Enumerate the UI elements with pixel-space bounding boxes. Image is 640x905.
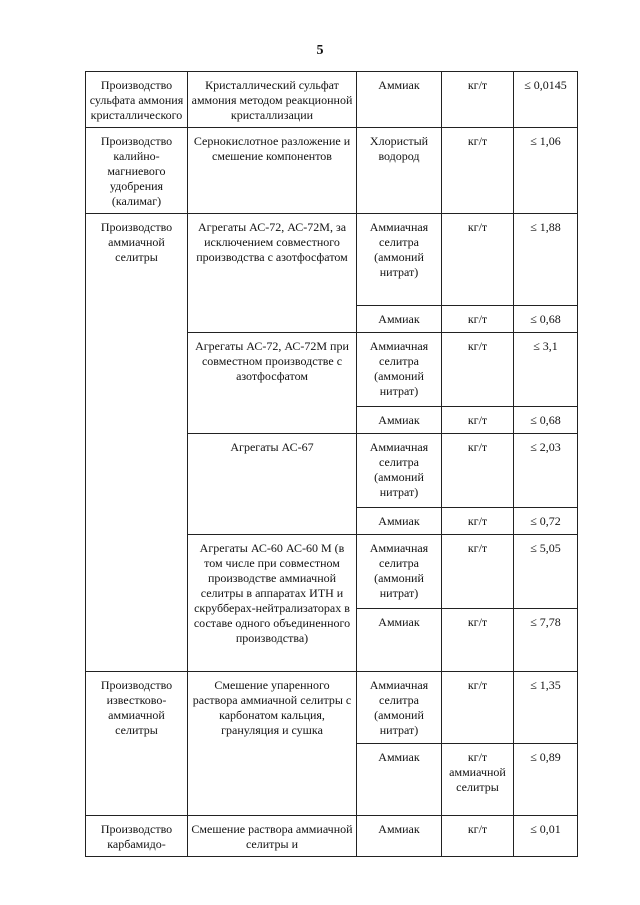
limit-cell: ≤ 7,78	[514, 609, 578, 672]
production-cell: Производство карбамидо-	[86, 816, 188, 857]
unit-cell: кг/т	[442, 72, 514, 128]
process-cell: Смешение упаренного раствора аммиачной селитры с карбонатом кальция, грануляция и сушка	[188, 672, 357, 816]
unit-cell: кг/т	[442, 434, 514, 508]
limit-cell: ≤ 0,89	[514, 744, 578, 816]
substance-cell: Аммиачная селитра (аммоний нитрат)	[357, 434, 442, 508]
limit-cell: ≤ 3,1	[514, 333, 578, 407]
unit-cell: кг/т	[442, 128, 514, 214]
process-cell: Агрегаты АС-60 АС-60 М (в том числе при совместном производстве аммиачной селитры в аппаратах ИТН и скрубберах-нейтрализаторах в составе одного объединенного производства)	[188, 535, 357, 672]
limit-cell: ≤ 2,03	[514, 434, 578, 508]
substance-cell: Аммиак	[357, 407, 442, 434]
unit-cell: кг/т	[442, 508, 514, 535]
process-cell: Кристаллический сульфат аммония методом реакционной кристаллизации	[188, 72, 357, 128]
unit-cell: кг/т	[442, 407, 514, 434]
process-cell: Сернокислотное разложение и смешение компонентов	[188, 128, 357, 214]
process-cell: Агрегаты АС-72, АС-72М, за исключением совместного производства с азотфосфатом	[188, 214, 357, 333]
emission-limits-table	[85, 71, 578, 857]
substance-cell: Аммиачная селитра (аммоний нитрат)	[357, 672, 442, 744]
table-row	[86, 672, 578, 744]
production-cell: Производство сульфата аммония кристаллического	[86, 72, 188, 128]
table-row	[86, 816, 578, 857]
substance-cell: Аммиак	[357, 816, 442, 857]
substance-cell: Хлористый водород	[357, 128, 442, 214]
limit-cell: ≤ 0,68	[514, 407, 578, 434]
process-cell: Агрегаты АС-67	[188, 434, 357, 535]
unit-cell: кг/т	[442, 306, 514, 333]
production-cell: Производство калийно-магниевого удобрения (калимаг)	[86, 128, 188, 214]
unit-cell: кг/т	[442, 535, 514, 609]
substance-cell: Аммиак	[357, 72, 442, 128]
substance-cell: Аммиачная селитра (аммоний нитрат)	[357, 214, 442, 306]
limit-cell: ≤ 1,35	[514, 672, 578, 744]
limit-cell: ≤ 0,0145	[514, 72, 578, 128]
unit-cell: кг/т	[442, 672, 514, 744]
limit-cell: ≤ 5,05	[514, 535, 578, 609]
table-row	[86, 214, 578, 306]
unit-cell: кг/т аммиачной селитры	[442, 744, 514, 816]
limit-cell: ≤ 0,72	[514, 508, 578, 535]
limit-cell: ≤ 0,68	[514, 306, 578, 333]
process-cell: Смешение раствора аммиачной селитры и	[188, 816, 357, 857]
unit-cell: кг/т	[442, 333, 514, 407]
limit-cell: ≤ 1,06	[514, 128, 578, 214]
production-cell: Производство аммиачной селитры	[86, 214, 188, 672]
table-row	[86, 128, 578, 214]
substance-cell: Аммиак	[357, 609, 442, 672]
substance-cell: Аммиак	[357, 744, 442, 816]
limit-cell: ≤ 1,88	[514, 214, 578, 306]
table-row	[86, 72, 578, 128]
unit-cell: кг/т	[442, 609, 514, 672]
unit-cell: кг/т	[442, 214, 514, 306]
limit-cell: ≤ 0,01	[514, 816, 578, 857]
page-number: 5	[316, 43, 324, 58]
substance-cell: Аммиачная селитра (аммоний нитрат)	[357, 333, 442, 407]
production-cell: Производство известково-аммиачной селитры	[86, 672, 188, 816]
process-cell: Агрегаты АС-72, АС-72М при совместном производстве с азотфосфатом	[188, 333, 357, 434]
unit-cell: кг/т	[442, 816, 514, 857]
substance-cell: Аммиачная селитра (аммоний нитрат)	[357, 535, 442, 609]
substance-cell: Аммиак	[357, 306, 442, 333]
substance-cell: Аммиак	[357, 508, 442, 535]
